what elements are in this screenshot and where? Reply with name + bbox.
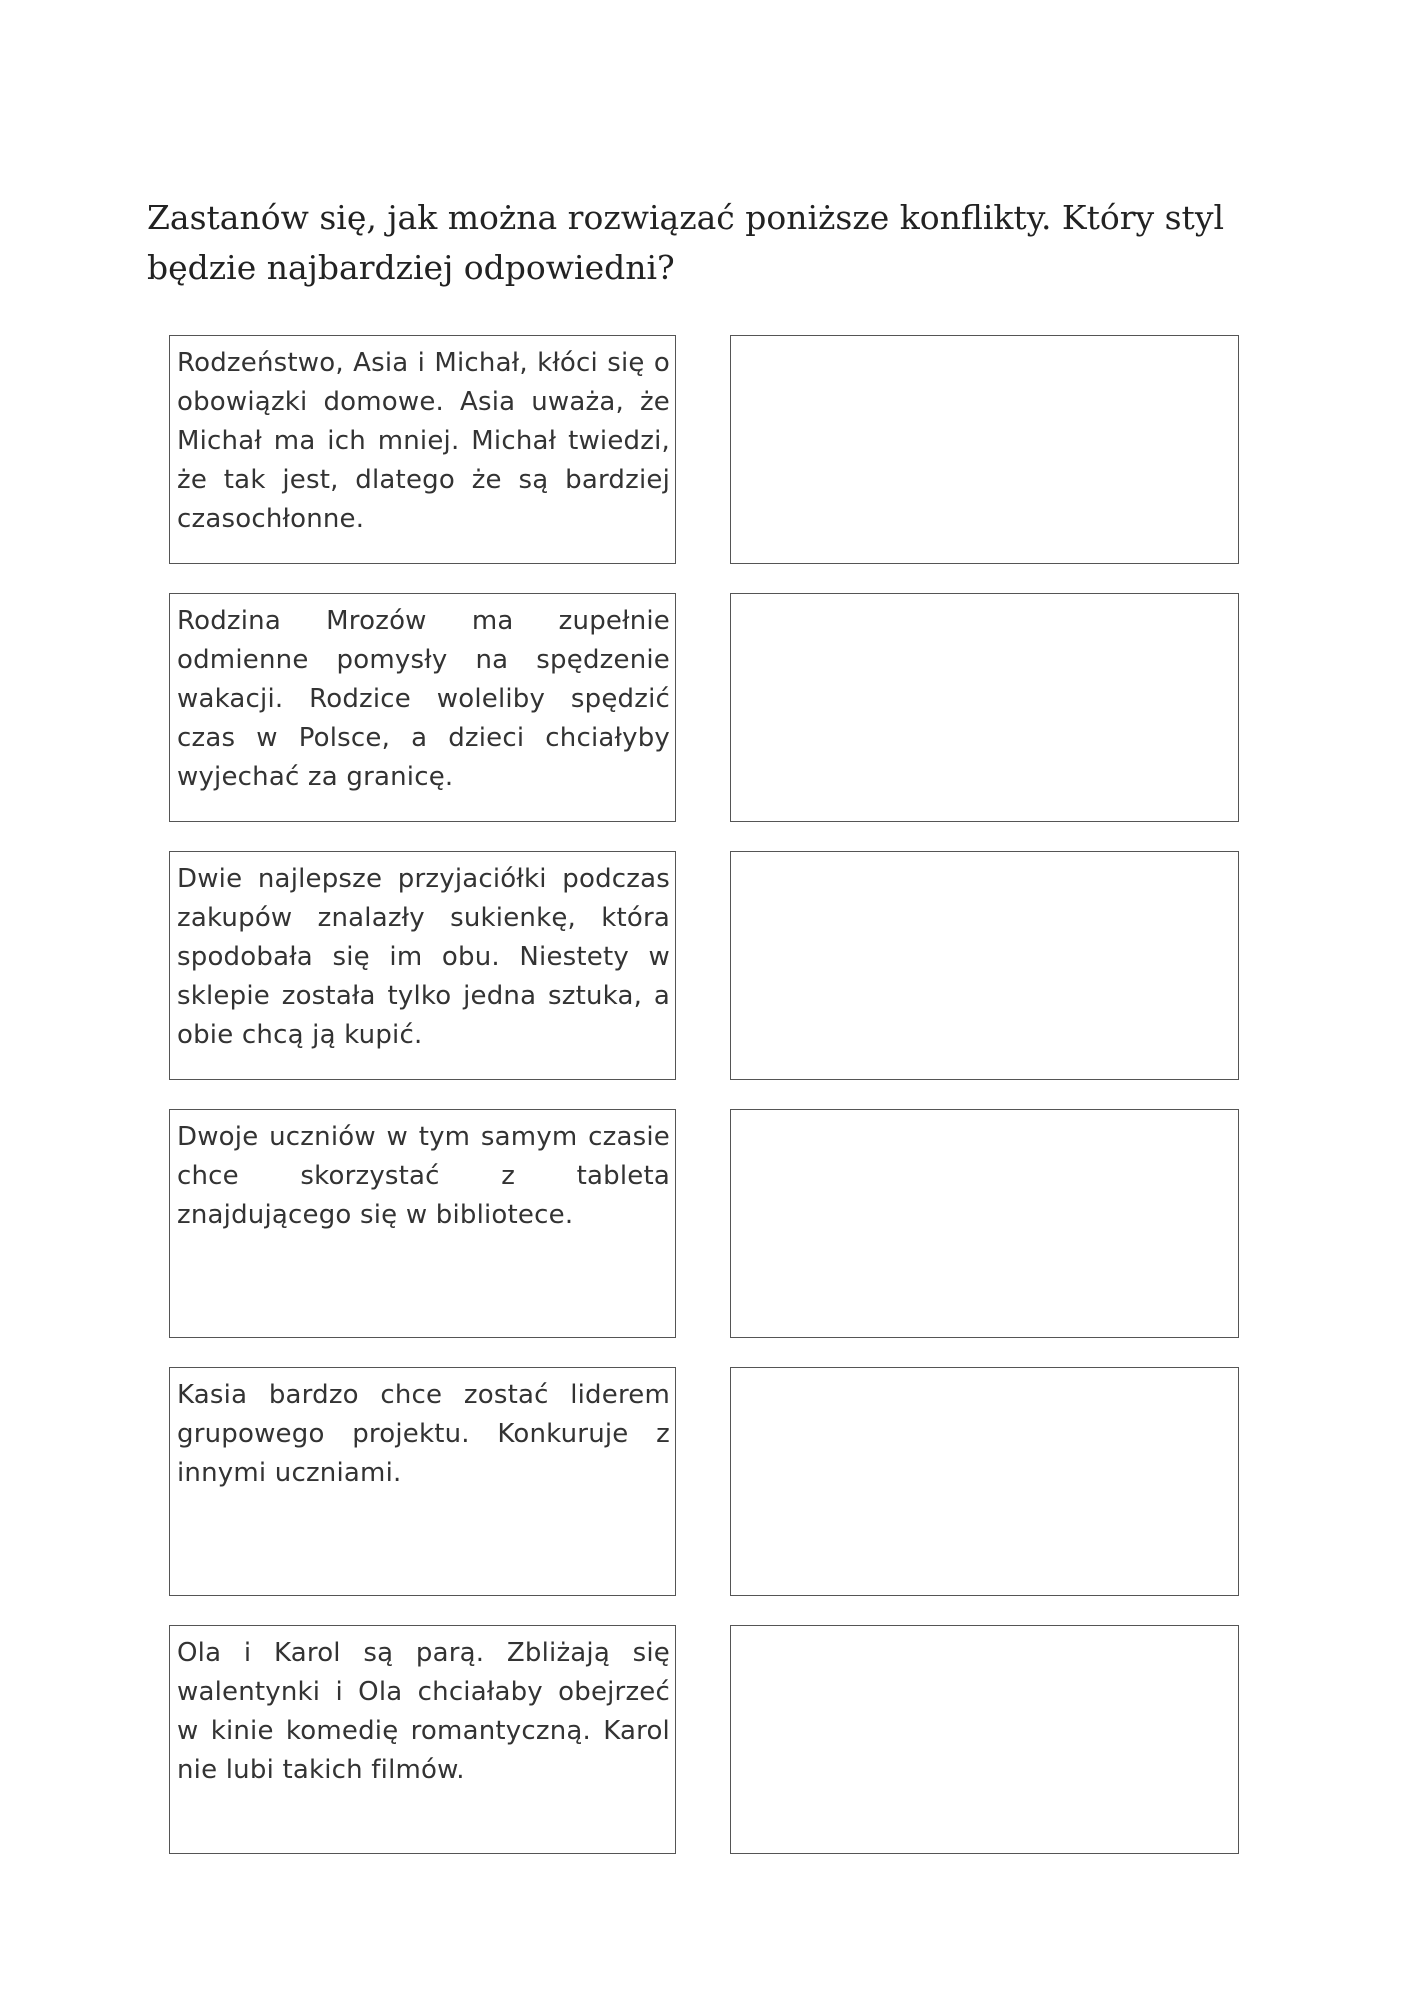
scenario-box [169,1109,676,1338]
answer-box[interactable] [730,1109,1239,1338]
conflict-row [0,851,1414,1082]
conflict-row [0,1109,1414,1340]
answer-box[interactable] [730,851,1239,1080]
scenario-text: Kasia bardzo chce zostać liderem grupowego projektu. Konkuruje z innymi uczniami. [177,1380,670,1488]
scenario-box [169,335,676,564]
scenario-box [169,1367,676,1596]
scenario-box [169,1625,676,1854]
scenario-text: Ola i Karol są parą. Zbliżają się walentynki i Ola chciałaby obejrzeć w kinie komedię romantyczną. Karol nie lubi takich filmów. [177,1638,670,1785]
answer-box[interactable] [730,335,1239,564]
instruction-heading: Zastanów się, jak można rozwiązać poniższe konflikty. Który styl będzie najbardziej odpowiedni? [147,198,1225,287]
scenario-text: Rodzeństwo, Asia i Michał, kłóci się o obowiązki domowe. Asia uważa, że Michał ma ich mniej. Michał twiedzi, że tak jest, dlatego że są bardziej czasochłonne. [177,348,670,534]
scenario-box [169,851,676,1080]
scenario-box [169,593,676,822]
scenario-text: Dwie najlepsze przyjaciółki podczas zakupów znalazły sukienkę, która spodobała się im obu. Niestety w sklepie została tylko jedna sztuka, a obie chcą ją kupić. [177,864,670,1050]
conflict-row [0,335,1414,566]
scenario-text: Dwoje uczniów w tym samym czasie chce skorzystać z tableta znajdującego się w bibliotece. [177,1122,670,1230]
answer-box[interactable] [730,1625,1239,1854]
conflict-row [0,593,1414,824]
answer-box[interactable] [730,1367,1239,1596]
conflict-row [0,1625,1414,1856]
scenario-text: Rodzina Mrozów ma zupełnie odmienne pomysły na spędzenie wakacji. Rodzice woleliby spędzić czas w Polsce, a dzieci chciałyby wyjechać za granicę. [177,606,670,792]
conflict-row [0,1367,1414,1598]
answer-box[interactable] [730,593,1239,822]
